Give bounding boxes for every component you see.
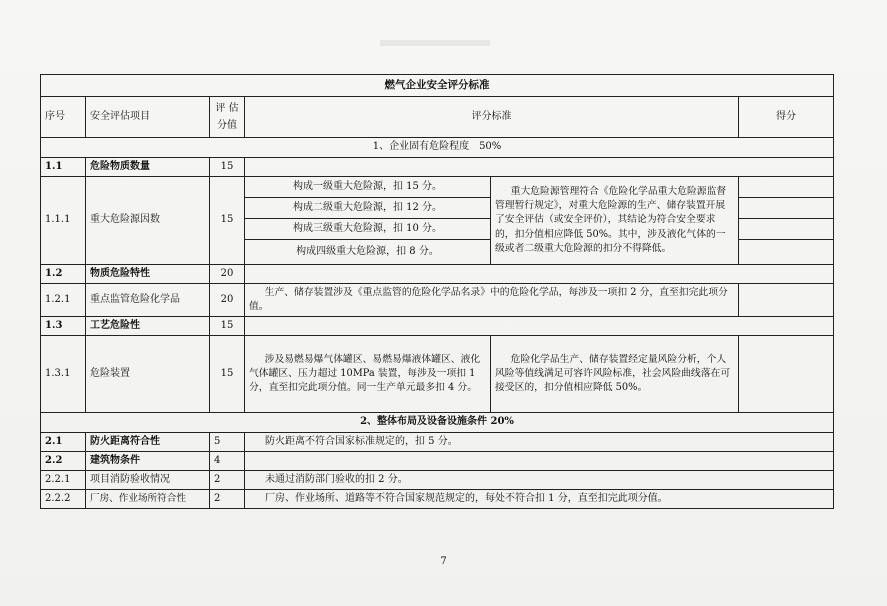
row-standard: 生产、储存装置涉及《重点监管的危险化学品名录》中的危险化学品，每涉及一项扣 2 分，直至扣完此项分值。 [245, 284, 739, 317]
safety-score-table [40, 74, 834, 509]
deduction-level-2: 构成二级重大危险源，扣 12 分。 [245, 198, 491, 219]
row-score: 15 [210, 336, 245, 413]
row-item: 重点监管危险化学品 [86, 284, 210, 317]
header-score-line1: 评 估 [215, 103, 239, 114]
row-score: 15 [210, 158, 245, 177]
table-row [41, 452, 834, 471]
table-row [41, 284, 834, 317]
header-row [41, 97, 834, 138]
row-item: 物质危险特性 [86, 265, 210, 284]
row-no: 1.3 [41, 317, 86, 336]
score-cell [739, 198, 834, 219]
row-standard: 未通过消防部门验收的扣 2 分。 [245, 471, 834, 490]
row-standard [245, 265, 834, 284]
deduction-level-4: 构成四级重大危险源，扣 8 分。 [245, 240, 491, 265]
row-standard [245, 317, 834, 336]
row-no: 2.1 [41, 433, 86, 452]
header-no: 序号 [41, 97, 86, 138]
row-no: 2.2.2 [41, 490, 86, 509]
section-row [41, 413, 834, 433]
row-item: 防火距离符合性 [86, 433, 210, 452]
table-row [41, 265, 834, 284]
row-standard: 防火距离不符合国家标准规定的，扣 5 分。 [245, 433, 834, 452]
row-standard: 厂房、作业场所、道路等不符合国家规范规定的，每处不符合扣 1 分，直至扣完此项分值。 [245, 490, 834, 509]
header-got: 得分 [739, 97, 834, 138]
row-no: 1.2.1 [41, 284, 86, 317]
row-no: 1.3.1 [41, 336, 86, 413]
table-row [41, 471, 834, 490]
score-cell [739, 336, 834, 413]
header-item: 安全评估项目 [86, 97, 210, 138]
section-1-title: 1、企业固有危险程度 50% [41, 138, 834, 158]
score-cell [739, 177, 834, 198]
table-row [41, 158, 834, 177]
row-no: 2.2 [41, 452, 86, 471]
row-score: 2 [210, 490, 245, 509]
row-item: 工艺危险性 [86, 317, 210, 336]
row-standard-right: 危险化学品生产、储存装置经定量风险分析，个人风险等值线满足可容许风险标准，社会风险曲线落在可接受区的，扣分值相应降低 50%。 [491, 336, 739, 413]
row-score: 2 [210, 471, 245, 490]
header-score [210, 97, 245, 138]
scan-smudge [380, 40, 490, 46]
row-score: 15 [210, 177, 245, 265]
header-standard: 评分标准 [245, 97, 739, 138]
score-cell [739, 240, 834, 265]
row-score: 20 [210, 284, 245, 317]
score-cell [739, 284, 834, 317]
table-row [41, 433, 834, 452]
section-2-title: 2、整体布局及设备设施条件 20% [41, 413, 834, 433]
row-item: 厂房、作业场所符合性 [86, 490, 210, 509]
row-no: 1.1 [41, 158, 86, 177]
row-item: 重大危险源因数 [86, 177, 210, 265]
row-standard-left: 涉及易燃易爆气体罐区、易燃易爆液体罐区、液化气体罐区、压力超过 10MPa 装置，每涉及一项扣 1 分，直至扣完此项分值。同一生产单元最多扣 4 分。 [245, 336, 491, 413]
row-no: 2.2.1 [41, 471, 86, 490]
deduction-level-1: 构成一级重大危险源，扣 15 分。 [245, 177, 491, 198]
row-score: 4 [210, 452, 245, 471]
header-score-line2: 分值 [217, 120, 237, 131]
row-item: 危险装置 [86, 336, 210, 413]
row-standard [245, 452, 834, 471]
score-cell [739, 219, 834, 240]
row-no: 1.2 [41, 265, 86, 284]
row-no: 1.1.1 [41, 177, 86, 265]
table-row [41, 177, 834, 198]
row-score: 15 [210, 317, 245, 336]
deduction-level-3: 构成三级重大危险源，扣 10 分。 [245, 219, 491, 240]
table-row [41, 317, 834, 336]
table-row [41, 490, 834, 509]
section-row [41, 138, 834, 158]
row-item: 项目消防验收情况 [86, 471, 210, 490]
table-row [41, 336, 834, 413]
row-item: 建筑物条件 [86, 452, 210, 471]
row-score: 5 [210, 433, 245, 452]
row-standard [245, 158, 834, 177]
page-number: 7 [440, 556, 447, 567]
row-item: 危险物质数量 [86, 158, 210, 177]
row-score: 20 [210, 265, 245, 284]
reduction-note: 重大危险源管理符合《危险化学品重大危险源监督管理暂行规定》，对重大危险源的生产、储存装置开展了安全评估（或安全评价），其结论为符合安全要求的，扣分值相应降低 50%。其中，涉及液化气体的一级或者二级重大危险源的扣分不得降低。 [491, 177, 739, 265]
table-title: 燃气企业安全评分标准 [41, 75, 834, 97]
